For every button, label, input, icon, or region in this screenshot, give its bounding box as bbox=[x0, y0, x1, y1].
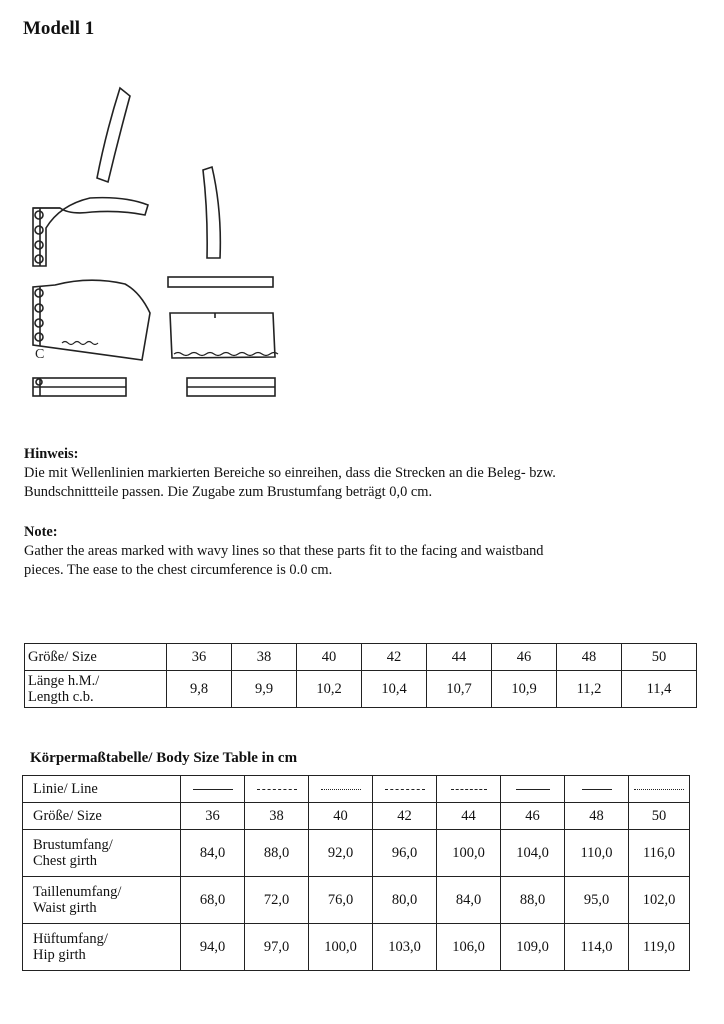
hip-cell: 94,0 bbox=[181, 924, 245, 971]
note-english-line1: Gather the areas marked with wavy lines so that these parts fit to the facing and waistband bbox=[24, 543, 544, 559]
pattern-pieces-diagram bbox=[0, 0, 724, 420]
waist-cell: 68,0 bbox=[181, 877, 245, 924]
size-cell: 40 bbox=[309, 803, 373, 830]
length-cell: 9,8 bbox=[167, 671, 232, 708]
size-label: Größe/ Size bbox=[23, 803, 181, 830]
line-label: Linie/ Line bbox=[23, 776, 181, 803]
length-cell: 11,2 bbox=[557, 671, 622, 708]
size-cell: 42 bbox=[362, 644, 427, 671]
note-english bbox=[24, 523, 544, 580]
waist-cell: 76,0 bbox=[309, 877, 373, 924]
chest-cell: 110,0 bbox=[565, 830, 629, 877]
line-style-cell bbox=[181, 776, 245, 803]
size-cell: 50 bbox=[622, 644, 697, 671]
skirt-panel-piece bbox=[170, 313, 275, 358]
label-c: C bbox=[35, 347, 45, 362]
body-size-table-title: Körpermaßtabelle/ Body Size Table in cm bbox=[30, 750, 298, 766]
narrow-band-piece bbox=[168, 277, 273, 287]
hip-cell: 106,0 bbox=[437, 924, 501, 971]
note-english-line2: pieces. The ease to the chest circumference is 0.0 cm. bbox=[24, 562, 333, 578]
line-style-cell bbox=[565, 776, 629, 803]
chest-cell: 84,0 bbox=[181, 830, 245, 877]
hip-label: Hüftumfang/ Hip girth bbox=[23, 924, 181, 971]
note-german-line2: Bundschnittteile passen. Die Zugabe zum Brustumfang beträgt 0,0 cm. bbox=[24, 484, 433, 500]
line-style-cell bbox=[245, 776, 309, 803]
size-cell: 46 bbox=[501, 803, 565, 830]
body-size-table bbox=[22, 775, 690, 971]
right-facing-strip-piece bbox=[203, 167, 220, 258]
line-style-cell bbox=[437, 776, 501, 803]
waist-cell: 72,0 bbox=[245, 877, 309, 924]
facing-strip-piece bbox=[97, 88, 130, 182]
hip-cell: 97,0 bbox=[245, 924, 309, 971]
line-style-cell bbox=[309, 776, 373, 803]
size-cell: 44 bbox=[437, 803, 501, 830]
hip-cell: 103,0 bbox=[373, 924, 437, 971]
hip-cell: 109,0 bbox=[501, 924, 565, 971]
chest-cell: 100,0 bbox=[437, 830, 501, 877]
length-cell: 10,9 bbox=[492, 671, 557, 708]
size-cell: 38 bbox=[245, 803, 309, 830]
chest-cell: 92,0 bbox=[309, 830, 373, 877]
note-german bbox=[24, 445, 556, 502]
waist-cell: 80,0 bbox=[373, 877, 437, 924]
line-style-cell bbox=[373, 776, 437, 803]
size-cell: 44 bbox=[427, 644, 492, 671]
chest-label: Brustumfang/ Chest girth bbox=[23, 830, 181, 877]
chest-cell: 104,0 bbox=[501, 830, 565, 877]
waist-cell: 102,0 bbox=[629, 877, 690, 924]
chest-cell: 96,0 bbox=[373, 830, 437, 877]
size-cell: 36 bbox=[181, 803, 245, 830]
length-cell: 9,9 bbox=[232, 671, 297, 708]
length-label: Länge h.M./ Length c.b. bbox=[25, 671, 167, 708]
size-cell: 46 bbox=[492, 644, 557, 671]
size-cell: 38 bbox=[232, 644, 297, 671]
length-cell: 10,4 bbox=[362, 671, 427, 708]
size-label: Größe/ Size bbox=[25, 644, 167, 671]
hip-cell: 114,0 bbox=[565, 924, 629, 971]
waist-cell: 88,0 bbox=[501, 877, 565, 924]
waist-cell: 95,0 bbox=[565, 877, 629, 924]
length-cell: 10,7 bbox=[427, 671, 492, 708]
size-cell: 40 bbox=[297, 644, 362, 671]
note-german-line1: Die mit Wellenlinien markierten Bereiche so einreihen, dass die Strecken an die Beleg- bzw. bbox=[24, 465, 556, 481]
size-cell: 36 bbox=[167, 644, 232, 671]
line-style-cell bbox=[501, 776, 565, 803]
waist-label: Taillenumfang/ Waist girth bbox=[23, 877, 181, 924]
hip-cell: 100,0 bbox=[309, 924, 373, 971]
length-cell: 10,2 bbox=[297, 671, 362, 708]
size-cell: 48 bbox=[557, 644, 622, 671]
chest-cell: 88,0 bbox=[245, 830, 309, 877]
size-cell: 48 bbox=[565, 803, 629, 830]
note-english-heading: Note: bbox=[24, 524, 58, 540]
size-cell: 50 bbox=[629, 803, 690, 830]
chest-cell: 116,0 bbox=[629, 830, 690, 877]
size-cell: 42 bbox=[373, 803, 437, 830]
hip-cell: 119,0 bbox=[629, 924, 690, 971]
line-style-cell bbox=[629, 776, 690, 803]
length-cell: 11,4 bbox=[622, 671, 697, 708]
note-german-heading: Hinweis: bbox=[24, 446, 79, 462]
length-table bbox=[24, 643, 697, 708]
front-bodice-piece bbox=[33, 280, 150, 360]
waist-cell: 84,0 bbox=[437, 877, 501, 924]
page-title: Modell 1 bbox=[23, 18, 95, 39]
